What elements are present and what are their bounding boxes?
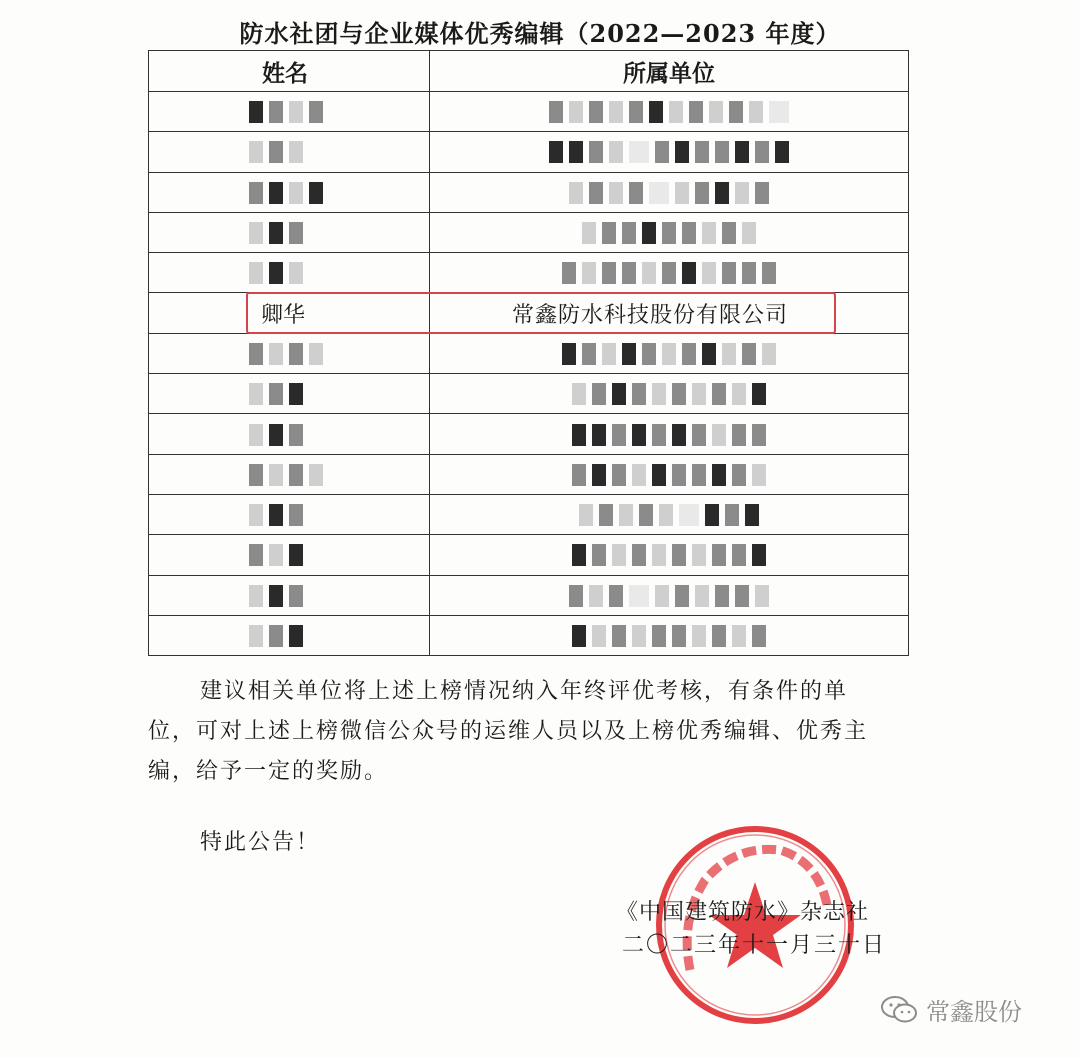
table-row-redacted	[149, 212, 909, 252]
table-row-redacted	[149, 575, 909, 615]
redacted-name	[149, 172, 430, 212]
table-row-redacted	[149, 132, 909, 172]
table-row-redacted	[149, 253, 909, 293]
redacted-unit	[430, 172, 909, 212]
wechat-icon	[880, 995, 918, 1025]
header-unit: 所属单位	[430, 51, 909, 92]
redacted-unit	[430, 494, 909, 534]
redacted-name	[149, 253, 430, 293]
paragraph-line: 编，给予一定的奖励。	[148, 759, 389, 784]
body-paragraph	[148, 672, 918, 792]
paragraph-line: 建议相关单位将上述上榜情况纳入年终评优考核，有条件的单	[200, 679, 849, 704]
publish-date: 二〇二三年十一月三十日	[622, 933, 887, 958]
document-title: 防水社团与企业媒体优秀编辑（2022—2023 年度）	[239, 19, 841, 48]
table-row-redacted	[149, 454, 909, 494]
table-row-redacted	[149, 615, 909, 655]
table-row-redacted	[149, 333, 909, 373]
watermark	[880, 992, 1022, 1027]
redacted-unit	[430, 414, 909, 454]
redacted-name	[149, 535, 430, 575]
table-row-redacted	[149, 172, 909, 212]
editor-table	[148, 50, 909, 656]
redacted-unit	[430, 212, 909, 252]
redacted-name	[149, 92, 430, 132]
redacted-name	[149, 494, 430, 534]
redacted-unit	[430, 535, 909, 575]
editor-name: 卿华	[149, 293, 430, 333]
table-row-highlighted	[149, 293, 909, 333]
table-row-redacted	[149, 535, 909, 575]
redacted-unit	[430, 333, 909, 373]
redacted-name	[149, 615, 430, 655]
redacted-unit	[430, 615, 909, 655]
redacted-unit	[430, 253, 909, 293]
table-row-redacted	[149, 374, 909, 414]
redacted-unit	[430, 374, 909, 414]
publisher-name: 《中国建筑防水》杂志社	[616, 900, 870, 925]
paragraph-line: 位，可对上述上榜微信公众号的运维人员以及上榜优秀编辑、优秀主	[148, 719, 869, 744]
redacted-unit	[430, 92, 909, 132]
redacted-name	[149, 333, 430, 373]
redacted-name	[149, 575, 430, 615]
table-row-redacted	[149, 494, 909, 534]
redacted-unit	[430, 575, 909, 615]
editor-unit: 常鑫防水科技股份有限公司	[430, 293, 909, 333]
table-row-redacted	[149, 92, 909, 132]
redacted-name	[149, 212, 430, 252]
table-row-redacted	[149, 414, 909, 454]
redacted-name	[149, 374, 430, 414]
watermark-label: 常鑫股份	[926, 998, 1022, 1026]
redacted-name	[149, 414, 430, 454]
header-name: 姓名	[149, 51, 430, 92]
redacted-unit	[430, 132, 909, 172]
redacted-name	[149, 454, 430, 494]
table-header-row	[149, 51, 909, 92]
redacted-name	[149, 132, 430, 172]
redacted-unit	[430, 454, 909, 494]
notice-text: 特此公告！	[200, 830, 321, 855]
